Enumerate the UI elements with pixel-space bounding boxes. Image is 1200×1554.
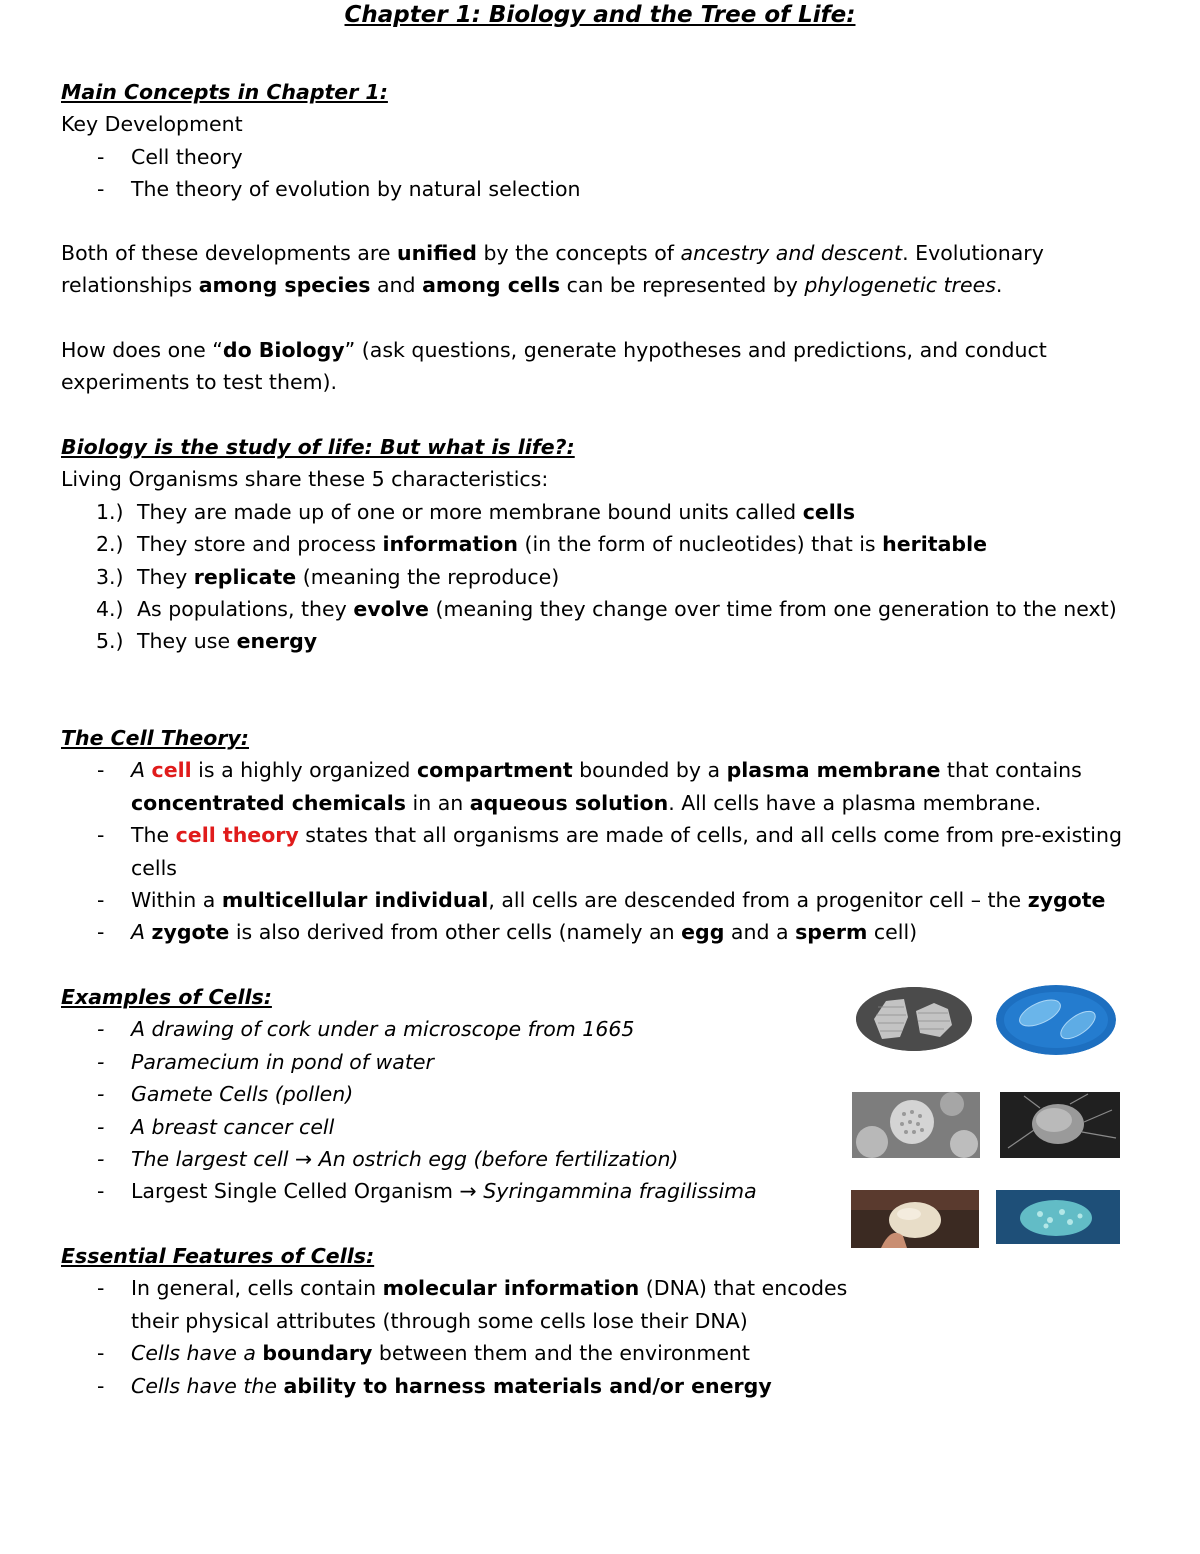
what-is-life-section <box>61 431 1151 658</box>
list-item: - Cell theory <box>61 141 1151 173</box>
list-item: - In general, cells contain molecular information (DNA) that encodes their physical attributes (through some cells lose their DNA) <box>61 1272 1151 1337</box>
cell-theory-section <box>61 722 1151 949</box>
list-item: 5.) They use energy <box>96 629 318 654</box>
list-item: - A zygote is also derived from other cells (namely an egg and a sperm cell) <box>61 916 1151 948</box>
cork-drawing-image <box>856 987 972 1051</box>
pollen-image <box>852 1092 980 1158</box>
what-is-life-heading: Biology is the study of life: But what is life?: <box>61 435 575 459</box>
list-item: - Within a multicellular individual, all cells are descended from a progenitor cell – the zygote <box>61 884 1151 916</box>
list-item: - A breast cancer cell <box>61 1111 821 1143</box>
list-item: - The theory of evolution by natural selection <box>61 173 1151 205</box>
essential-features-heading: Essential Features of Cells: <box>61 1244 375 1268</box>
list-item: - Gamete Cells (pollen) <box>61 1078 821 1110</box>
list-item: 3.) They replicate (meaning the reproduce) <box>96 564 560 589</box>
main-concepts-heading: Main Concepts in Chapter 1: <box>61 80 388 104</box>
paramecium-image <box>996 985 1116 1055</box>
examples-heading: Examples of Cells: <box>61 985 272 1009</box>
syringammina-illustration <box>996 1190 1120 1244</box>
list-item: 2.) They store and process information (in the form of nucleotides) that is heritable <box>96 532 988 557</box>
list-item: - Paramecium in pond of water <box>61 1046 821 1078</box>
main-concepts-section <box>61 76 1151 206</box>
pollen-illustration <box>852 1092 980 1158</box>
cork-drawing-illustration <box>856 987 972 1051</box>
cell-theory-heading: The Cell Theory: <box>61 726 249 750</box>
do-biology-paragraph: How does one “do Biology” (ask questions, generate hypotheses and predictions, and conduct experiments to test them). <box>61 338 1047 395</box>
key-development-label: Key Development <box>61 112 243 137</box>
syringammina-image <box>996 1190 1120 1244</box>
list-item: 1.) They are made up of one or more membrane bound units called cells <box>96 499 856 524</box>
essential-features-section <box>61 1240 1151 1402</box>
list-item: - The largest cell → An ostrich egg (before fertilization) <box>61 1143 821 1175</box>
list-item: - Largest Single Celled Organism → Syringammina fragilissima <box>61 1175 821 1207</box>
list-item: 4.) As populations, they evolve (meaning they change over time from one generation to the next) <box>96 597 1117 622</box>
unified-paragraph: Both of these developments are unified by the concepts of ancestry and descent. Evolutionary relationships among species and among cells can be represented by phylogenetic trees. <box>61 241 1044 298</box>
paramecium-illustration <box>996 985 1116 1055</box>
list-item: - Cells have a boundary between them and the environment <box>61 1337 1151 1369</box>
cancer-cell-image <box>1000 1092 1120 1158</box>
list-item: - The cell theory states that all organisms are made of cells, and all cells come from pre-existing cells <box>61 819 1151 884</box>
list-item: - A cell is a highly organized compartment bounded by a plasma membrane that contains concentrated chemicals in an aqueous solution. All cells have a plasma membrane. <box>61 754 1151 819</box>
list-item: - Cells have the ability to harness materials and/or energy <box>61 1370 1151 1402</box>
examples-section <box>61 981 821 1208</box>
cancer-cell-illustration <box>1000 1092 1120 1158</box>
page-title: Chapter 1: Biology and the Tree of Life: <box>344 2 856 28</box>
life-intro: Living Organisms share these 5 characteristics: <box>61 467 549 492</box>
list-item: - A drawing of cork under a microscope from 1665 <box>61 1013 821 1045</box>
